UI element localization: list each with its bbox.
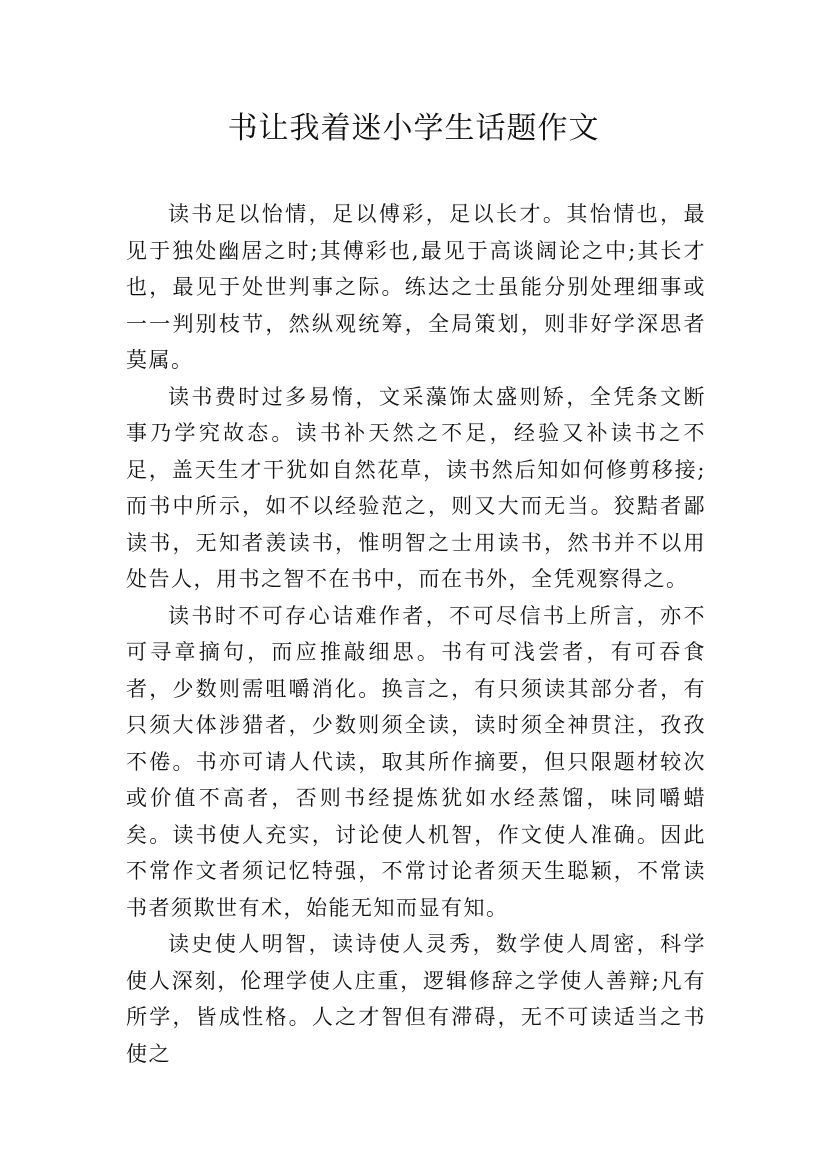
paragraph-1: 读书足以怡情，足以傅彩，足以长才。其怡情也，最见于独处幽居之时;其傅彩也,最见于高谈阔论之中;其长才也，最见于处世判事之际。练达之士虽能分别处理细事或一一判别枝节，然纵观统筹，全局策划，则非好学深思者莫属。	[126, 202, 706, 372]
paragraph-4: 读史使人明智，读诗使人灵秀，数学使人周密，科学使人深刻，伦理学使人庄重，逻辑修辞之学使人善辩;凡有所学，皆成性格。人之才智但有滞碍，无不可读适当之书使之	[126, 932, 706, 1066]
paragraph-3: 读书时不可存心诘难作者，不可尽信书上所言，亦不可寻章摘句，而应推敲细思。书有可浅尝者，有可吞食者，少数则需咀嚼消化。换言之，有只须读其部分者，有只须大体涉猎者，少数则须全读，读时须全神贯注，孜孜不倦。书亦可请人代读，取其所作摘要，但只限题材较次或价值不高者，否则书经提炼犹如水经蒸馏，味同嚼蜡矣。读书使人充实，讨论使人机智，作文使人准确。因此不常作文者须记忆特强，不常讨论者须天生聪颖，不常读书者须欺世有术，始能无知而显有知。	[126, 603, 706, 920]
document-title: 书让我着迷小学生话题作文	[227, 111, 600, 146]
paragraph-2: 读书费时过多易惰，文采藻饰太盛则矫，全凭条文断事乃学究故态。读书补天然之不足，经验又补读书之不足，盖天生才干犹如自然花草，读书然后知如何修剪移接;而书中所示，如不以经验范之，则又大而无当。狡黠者鄙读书，无知者羡读书，惟明智之士用读书，然书并不以用处告人，用书之智不在书中，而在书外，全凭观察得之。	[126, 384, 706, 591]
document-body	[126, 196, 706, 1072]
